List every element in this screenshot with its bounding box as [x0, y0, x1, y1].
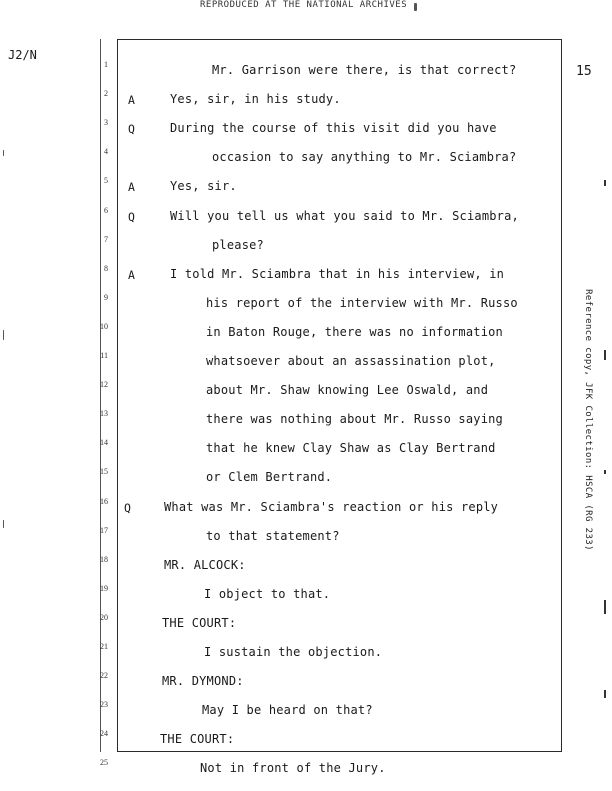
line-number: 7: [104, 234, 108, 244]
line-number: 15: [100, 467, 108, 477]
line-number: 11: [100, 351, 108, 360]
scan-speck: [3, 520, 4, 528]
scan-edge-mark: [604, 350, 606, 360]
speaker-label: A: [128, 93, 135, 108]
transcript-line: or Clem Bertrand.: [206, 470, 333, 485]
line-number: 12: [100, 380, 108, 390]
line-number: 5: [104, 176, 108, 186]
document-id: J2/N: [8, 48, 37, 62]
line-number: 8: [104, 263, 108, 273]
line-number: 4: [104, 147, 108, 157]
line-number: 17: [100, 525, 108, 535]
transcript-line: Yes, sir, in his study.: [170, 92, 341, 107]
speaker-label: Q: [124, 500, 131, 515]
line-number: 2: [104, 89, 108, 99]
transcript-line: I object to that.: [204, 586, 331, 601]
line-number: 19: [100, 583, 108, 593]
line-number: 24: [100, 729, 108, 739]
line-number: 25: [100, 758, 108, 768]
line-number: 20: [100, 612, 108, 622]
archive-header: REPRODUCED AT THE NATIONAL ARCHIVES: [200, 0, 408, 10]
transcript-line: please?: [212, 237, 264, 252]
transcript-line: THE COURT:: [162, 615, 237, 630]
transcript-line: Mr. Garrison were there, is that correct?: [212, 63, 517, 77]
transcript-line: whatsoever about an assassination plot,: [206, 354, 496, 368]
transcript-line: to that statement?: [206, 528, 340, 543]
page-number: 15: [576, 64, 592, 79]
transcript-line: I sustain the objection.: [204, 645, 383, 659]
transcript-line: there was nothing about Mr. Russo saying: [206, 412, 503, 427]
transcript-line: During the course of this visit did you have: [170, 121, 497, 136]
transcript-line: about Mr. Shaw knowing Lee Oswald, and: [206, 383, 489, 398]
transcript-line: MR. DYMOND:: [162, 674, 244, 689]
line-number: 13: [100, 409, 108, 419]
scan-speck: [3, 150, 4, 156]
speaker-label: Q: [128, 209, 135, 224]
line-number: 14: [100, 438, 108, 448]
transcript-line: May I be heard on that?: [202, 703, 373, 718]
line-number: 1: [104, 60, 108, 69]
line-number: 23: [100, 700, 108, 710]
transcript-line: that he knew Clay Shaw as Clay Bertrand: [206, 441, 496, 456]
scan-edge-mark: [604, 690, 606, 698]
transcript-line: Will you tell us what you said to Mr. Sciambra,: [170, 208, 519, 223]
speaker-label: A: [128, 180, 135, 195]
transcript-line: MR. ALCOCK:: [164, 557, 246, 572]
side-reference-note: Reference copy, JFK Collection: HSCA (RG 233): [583, 289, 593, 551]
scan-edge-mark: [604, 180, 606, 186]
transcript-line: What was Mr. Sciambra's reaction or his reply: [164, 499, 499, 514]
scan-edge-mark: [604, 600, 606, 614]
transcript-line: his report of the interview with Mr. Russo: [206, 295, 518, 310]
line-number: 22: [100, 671, 108, 681]
transcript-line: occasion to say anything to Mr. Sciambra?: [212, 150, 517, 165]
line-number: 10: [100, 321, 108, 331]
speaker-label: Q: [128, 122, 135, 137]
line-number: 16: [100, 496, 108, 506]
transcript-line: I told Mr. Sciambra that in his interview, in: [170, 266, 505, 281]
line-number: 3: [104, 118, 108, 128]
transcript-line: Yes, sir.: [170, 179, 237, 194]
line-number: 6: [104, 205, 108, 215]
transcript-line: in Baton Rouge, there was no information: [206, 324, 503, 339]
speaker-label: A: [128, 267, 135, 282]
transcript-line: Not in front of the Jury.: [200, 761, 386, 776]
scan-edge-mark: [604, 470, 606, 474]
scan-speck: [3, 330, 4, 340]
line-number: 21: [100, 642, 108, 651]
transcript-line: THE COURT:: [160, 732, 235, 747]
line-number: 18: [100, 554, 108, 564]
line-number: 9: [104, 292, 108, 302]
scan-speck: [414, 3, 417, 11]
